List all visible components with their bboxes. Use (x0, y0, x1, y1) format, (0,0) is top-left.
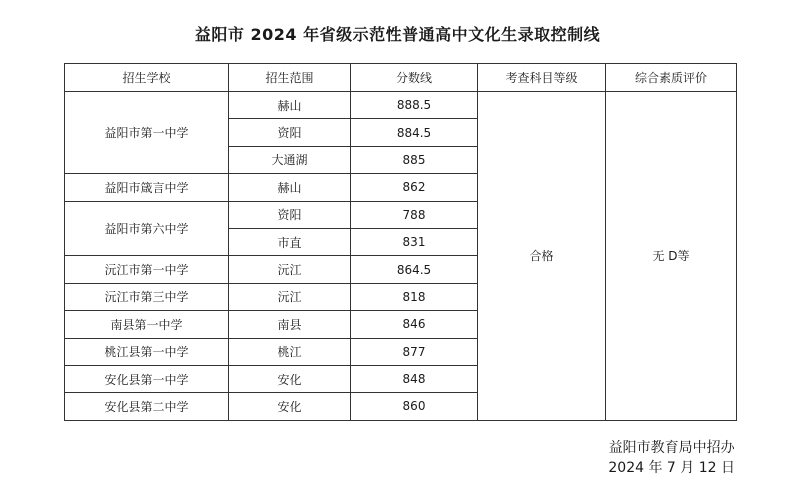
issue-date: 2024 年 7 月 12 日 (608, 460, 735, 476)
school-name-cell: 南县第一中学 (65, 311, 229, 338)
header-score: 分数线 (351, 64, 478, 92)
school-name-cell: 沅江市第一中学 (65, 256, 229, 283)
footer (608, 438, 735, 478)
scope-cell: 大通湖 (229, 146, 351, 173)
header-scope: 招生范围 (229, 64, 351, 92)
score-cell: 885 (351, 146, 478, 173)
score-cell: 831 (351, 228, 478, 255)
scope-cell: 沅江 (229, 283, 351, 310)
score-cell: 862 (351, 174, 478, 201)
school-name-cell: 沅江市第三中学 (65, 283, 229, 310)
header-quality-eval: 综合素质评价 (606, 64, 737, 92)
document-title: 益阳市 2024 年省级示范性普通高中文化生录取控制线 (194, 25, 601, 44)
score-cell: 884.5 (351, 119, 478, 146)
score-cell: 818 (351, 283, 478, 310)
table-body (65, 92, 737, 421)
header-exam-grade: 考查科目等级 (478, 64, 606, 92)
scope-cell: 市直 (229, 228, 351, 255)
scope-cell: 安化 (229, 393, 351, 420)
school-name-cell: 益阳市箴言中学 (65, 174, 229, 201)
school-name-cell: 安化县第二中学 (65, 393, 229, 420)
scope-cell: 桃江 (229, 338, 351, 365)
scope-cell: 沅江 (229, 256, 351, 283)
table-header-row (65, 64, 737, 92)
scope-cell: 安化 (229, 365, 351, 392)
scope-cell: 赫山 (229, 174, 351, 201)
school-name-cell: 桃江县第一中学 (65, 338, 229, 365)
scope-cell: 资阳 (229, 201, 351, 228)
scope-cell: 赫山 (229, 92, 351, 119)
table-row (65, 92, 737, 119)
quality-eval-cell: 无 D等 (606, 92, 737, 421)
score-cell: 888.5 (351, 92, 478, 119)
score-cell: 860 (351, 393, 478, 420)
admission-score-table (64, 63, 737, 421)
score-cell: 788 (351, 201, 478, 228)
score-cell: 864.5 (351, 256, 478, 283)
scope-cell: 资阳 (229, 119, 351, 146)
score-cell: 846 (351, 311, 478, 338)
school-name-cell: 益阳市第一中学 (65, 92, 229, 174)
issuer: 益阳市教育局中招办 (608, 440, 735, 456)
scope-cell: 南县 (229, 311, 351, 338)
exam-grade-cell: 合格 (478, 92, 606, 421)
score-cell: 848 (351, 365, 478, 392)
header-school: 招生学校 (65, 64, 229, 92)
school-name-cell: 安化县第一中学 (65, 365, 229, 392)
score-cell: 877 (351, 338, 478, 365)
school-name-cell: 益阳市第六中学 (65, 201, 229, 256)
